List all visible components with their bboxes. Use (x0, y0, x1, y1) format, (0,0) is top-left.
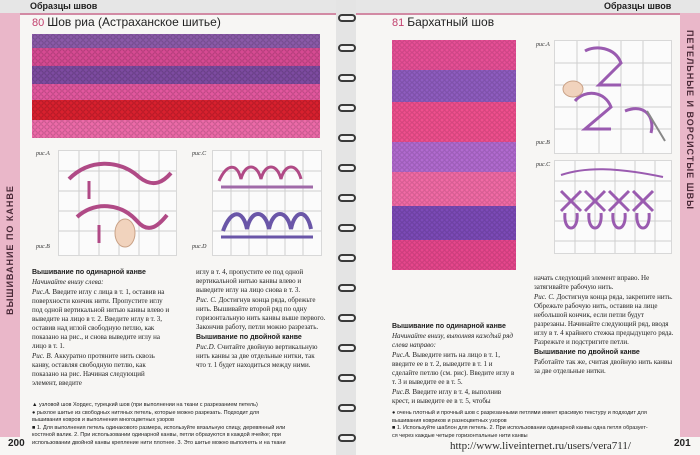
left-col1-para2-label: Рис. В. (32, 352, 53, 360)
right-text-column-2 (534, 274, 674, 377)
binding-ring (338, 314, 356, 322)
binding-ring (338, 224, 356, 232)
binding-ring (338, 14, 356, 22)
binding-ring (338, 74, 356, 82)
right-col1-subhead: Начинайте внизу, выполняя каждый ряд слева направо: (392, 332, 513, 349)
left-footnote-line: ▲ узловой шов Хордес, турецкий шов (при выполнении на ткани с разрезанием петель) (32, 402, 258, 408)
left-col1-para1-text: Введите иглу с лица в т. 1, оставив на поверхности кончик нити. Пропустите иглу под одной вертикальной нитью канвы влево и выведите на лицо в т. 2. Введите иглу в т. 3, оставив над иглой свободную петлю, как показано на рис., и снова выведите иглу на лицо в т. 1. (32, 288, 170, 350)
right-col1-para1-label: Рис.А. (392, 351, 411, 359)
right-text-column-1 (392, 322, 516, 407)
left-fig-label-a: рис.А (36, 151, 50, 157)
right-side-label: ПЕТЕЛЬНЫЕ И ВОРСИСТЫЕ ШВЫ (685, 29, 695, 211)
left-col2-para2-label: Рис. С. (196, 296, 217, 304)
left-col2-para1: иглу в т. 4, пропустите ее под одной вертикальной нитью канвы влево и выведите иглу на лицо снова в т. 3. (196, 268, 304, 294)
velvet-loop-diagram (555, 41, 671, 153)
velvet-row-diagram (555, 161, 671, 253)
left-col1-subhead: Начинайте внизу слева: (32, 278, 104, 286)
right-col2-para3: Работайте так же, считая двойную нить канвы за две отдельные нитки. (534, 358, 673, 375)
right-stitch-name: Бархатный шов (407, 15, 495, 29)
left-stitch-number: 80 (32, 17, 45, 29)
right-diagram-c (554, 160, 672, 254)
binding-ring (338, 404, 356, 412)
left-footnote-line: использовании двойной канвы крепление нити плотнее. 3. Это шитье можно выполнять и на ткани (32, 439, 286, 446)
right-col2-para1: начать следующий элемент вправо. Не затягивайте рабочую нить. (534, 274, 650, 291)
left-col1-heading: Вышивание по одинарной канве (32, 269, 146, 276)
left-col2-para3 (196, 343, 326, 370)
right-col2-heading: Вышивание по двойной канве (534, 349, 640, 356)
left-col1-para1 (32, 288, 170, 351)
left-col2-heading: Вышивание по двойной канве (196, 334, 302, 341)
right-col2-para2-label: Рис. С. (534, 293, 555, 301)
right-col1-para1 (392, 351, 516, 387)
left-stitch-name: Шов риа (Астраханское шитье) (47, 15, 221, 29)
left-stitch-photo (32, 34, 320, 138)
left-text-column-2 (196, 268, 326, 371)
velvet-stitch-image (392, 40, 516, 270)
right-col1-para2 (392, 388, 516, 406)
right-footnotes (392, 410, 692, 440)
right-fig-label-c: рис.С (536, 162, 551, 168)
canvas-row-diagram (213, 151, 321, 255)
right-col1-para1-text: Выведите нить на лицо в т. 1, введите ее в т. 2, выведите в т. 1 и сделайте петлю (см. рис). Введите иглу в т. 3 и выведите ее в т. 5. (392, 351, 515, 386)
left-fig-label-d: рис.D (192, 244, 207, 250)
left-col2-para2 (196, 296, 326, 332)
right-fig-label-b: рис.В (536, 140, 550, 146)
binding-ring (338, 194, 356, 202)
left-text-column-1 (32, 268, 170, 389)
left-stitch-title (32, 15, 221, 29)
binding-ring (338, 284, 356, 292)
binding-ring (338, 374, 356, 382)
binding-ring (338, 44, 356, 52)
left-col2-para2-text: Достигнув конца ряда, обрежьте нить. Вышивайте второй ряд по одну горизонтальную нить канвы выше первого. Закончив работу, петли можно разрезать. (196, 296, 326, 331)
right-page (356, 0, 700, 455)
left-section-header: Образцы швов (30, 1, 98, 11)
left-footnotes (32, 402, 332, 447)
right-section-header: Образцы швов (604, 1, 672, 11)
binding-ring (338, 434, 356, 442)
right-stitch-photo (392, 40, 516, 270)
right-col2-para2-text: Достигнув конца ряда, закрепите нить. Обрежьте рабочую нить, оставив на лице небольшой кончик, если петли будут разрезаны. Начинайте следующий ряд, вводя иглу в т. 4 крайнего стежка предыдущего ряда. Разрежьте и подстригите петли. (534, 293, 674, 346)
binding-ring (338, 254, 356, 262)
left-diagram-ab (58, 150, 177, 256)
left-diagram-cd (212, 150, 322, 256)
left-page-number: 200 (8, 438, 25, 449)
left-footnote-line: ● рыхлое шитье из свободных нитяных петель, которые можно разрезать. Подходит для (32, 409, 260, 416)
right-footnote-line: ся через каждые четыре горизонтальные нити канвы (392, 432, 528, 439)
right-col1-para2-label: Рис.В. (392, 388, 411, 396)
binding-ring (338, 344, 356, 352)
woolly-rows-image (32, 34, 320, 138)
spiral-binding (336, 0, 358, 455)
right-stitch-number: 81 (392, 17, 405, 29)
left-fig-label-c: рис.С (192, 151, 207, 157)
left-fig-label-b: рис.В (36, 244, 50, 250)
right-col1-para2-text: Введите иглу в т. 4, выполнив крест, и выведите ее в т. 5, чтобы (392, 388, 502, 405)
right-col2-para2 (534, 293, 674, 347)
left-footnote-line: костяной валик. 2. При использовании одинарной канвы, петли образуются в каждой ячейке; при (32, 432, 281, 438)
left-page (0, 0, 338, 455)
right-fig-label-a: рис.А (536, 42, 550, 48)
left-col2-para3-text: Считайте двойную вертикальную нить канвы за две отдельные нитки, так что т. 1 будет находиться между ними. (196, 343, 318, 369)
binding-ring (338, 134, 356, 142)
right-footnote-line: ● очень плотный и прочный шов с разрезанными петлями имеет красивую текстуру и подходит для (392, 410, 647, 416)
left-col1-para2-text: Аккуратно протяните нить сквозь канву, оставляя свободную петлю, как показано на рис. Начиная следующий элемент, введите (32, 352, 155, 387)
binding-ring (338, 164, 356, 172)
right-footnote-line: вышивания ковриков и разноцветных узоров (392, 417, 507, 424)
binding-ring (338, 104, 356, 112)
right-footnote-line: ■ 1. Используйте шаблон для петель. 2. При использовании одинарной канвы одна петля образует- (392, 425, 648, 431)
left-col1-para1-label: Рис.А. (32, 288, 51, 296)
right-stitch-title (392, 15, 494, 29)
left-footnote-line: ■ 1. Для выполнения петель одинакового размера, используйте вязальную спицу, деревянный или (32, 424, 286, 431)
right-diagram-ab (554, 40, 672, 154)
watermark-url[interactable]: http://www.liveinternet.ru/users/vera711/ (450, 440, 631, 452)
left-col2-para3-label: Рис.D. (196, 343, 216, 351)
right-page-number: 201 (674, 438, 691, 449)
right-col1-heading: Вышивание по одинарной канве (392, 323, 506, 330)
left-col1-para2 (32, 352, 170, 388)
left-footnote-line: вышивания ковров и выполнения многоцветных узоров (32, 417, 175, 423)
left-side-label: ВЫШИВАНИЕ ПО КАНВЕ (5, 185, 15, 315)
canvas-loop-diagram (59, 151, 176, 255)
